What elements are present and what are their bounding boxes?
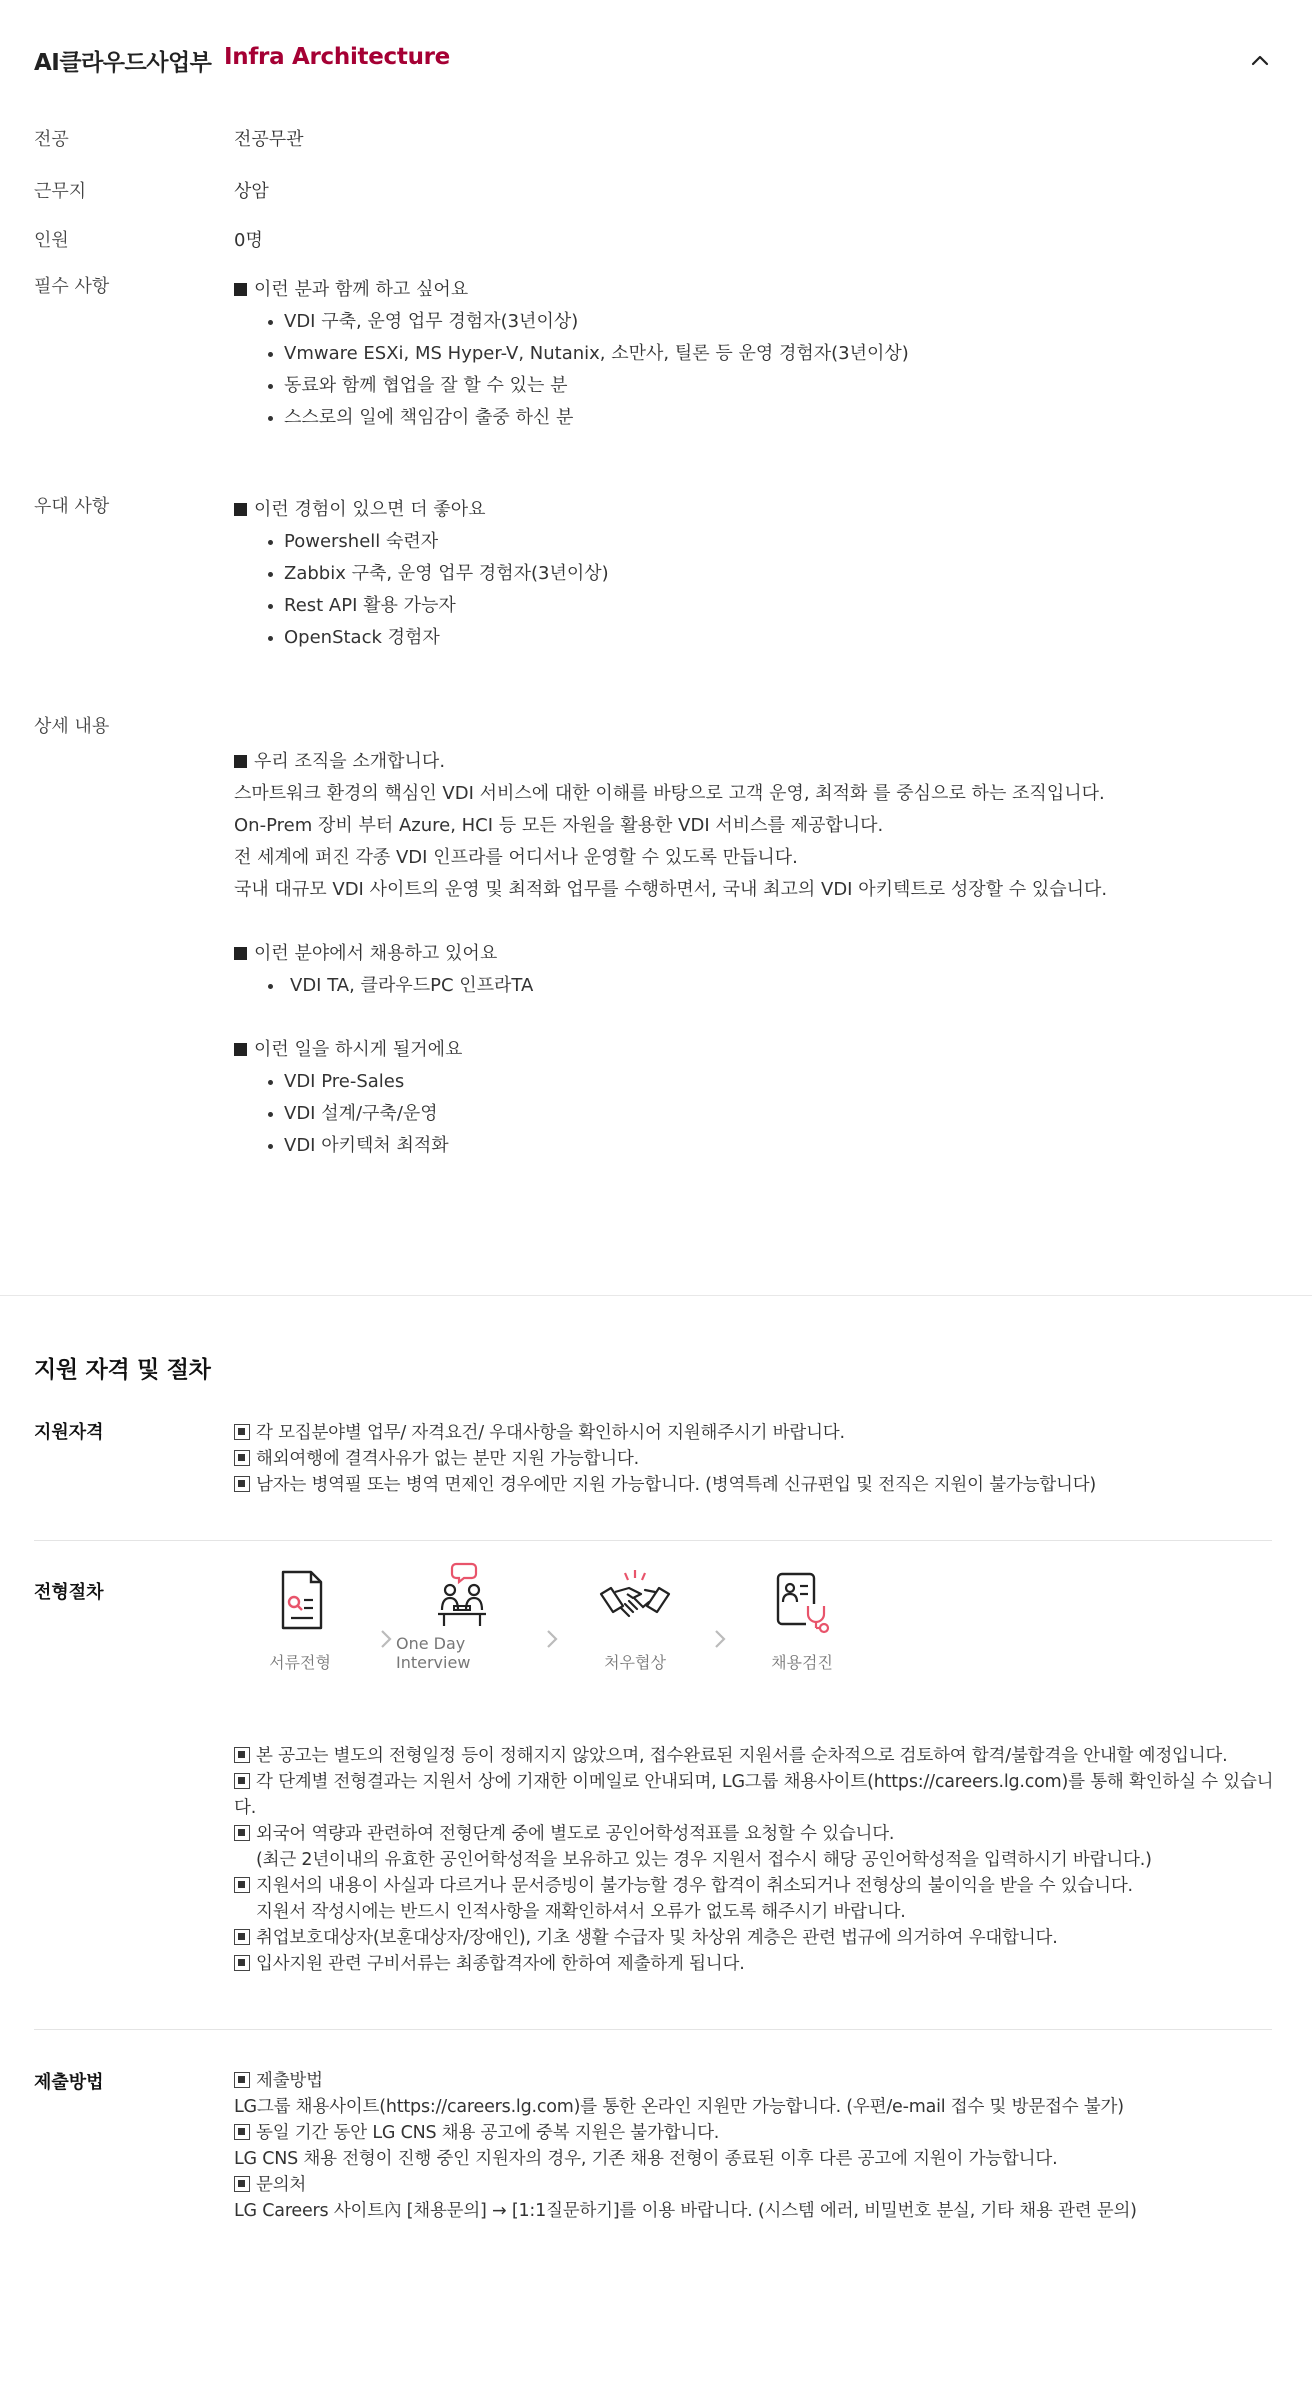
- note-line: 본 공고는 별도의 전형일정 등이 정해지지 않았으며, 접수완료된 지원서를 순차적으로 검토하여 합격/불합격을 안내할 예정입니다.: [234, 1743, 1274, 1769]
- note-line: 입사지원 관련 구비서류는 최종합격자에 한하여 제출하게 됩니다.: [234, 1951, 1274, 1977]
- step-document-review: [240, 1564, 360, 1673]
- details-block: [234, 746, 1284, 1162]
- preferred-heading: 이런 경험이 있으면 더 좋아요: [234, 494, 1284, 526]
- list-item: Vmware ESXi, MS Hyper-V, Nutanix, 소만사, 틸론 등 운영 경험자(3년이상): [268, 338, 1284, 370]
- note-line: 지원서의 내용이 사실과 다르거나 문서증빙이 불가능할 경우 합격이 취소되거나 전형상의 불이익을 받을 수 있습니다.: [234, 1873, 1274, 1899]
- chevron-up-icon: [1242, 44, 1278, 76]
- step-label: 채용검진: [771, 1653, 833, 1672]
- checkbox-bullet-icon: [234, 1773, 250, 1789]
- note-line: 해외여행에 결격사유가 없는 분만 지원 가능합니다.: [234, 1446, 1274, 1472]
- checkbox-bullet-icon: [234, 1929, 250, 1945]
- details-label: 상세 내용: [34, 716, 110, 737]
- chevron-right-icon: [712, 1626, 728, 1652]
- checkbox-bullet-icon: [234, 2072, 250, 2088]
- submission-label: 제출방법: [34, 2072, 104, 2093]
- checkbox-bullet-icon: [234, 1476, 250, 1492]
- chevron-right-icon: [544, 1626, 560, 1652]
- checkbox-bullet-icon: [234, 1955, 250, 1971]
- org-line: 스마트워크 환경의 핵심인 VDI 서비스에 대한 이해를 바탕으로 고객 운영, 최적화 를 중심으로 하는 조직입니다.: [234, 783, 1105, 804]
- note-line: LG CNS 채용 전형이 진행 중인 지원자의 경우, 기존 채용 전형이 종료된 이후 다른 공고에 지원이 가능합니다.: [234, 2149, 1058, 2169]
- org-line: On-Prem 장비 부터 Azure, HCI 등 모든 자원을 활용한 VDI 서비스를 제공합니다.: [234, 815, 884, 836]
- list-item: 동료와 함께 협업을 잘 할 수 있는 분: [268, 370, 1284, 402]
- org-heading: 우리 조직을 소개합니다.: [234, 746, 1284, 778]
- list-item: VDI 구축, 운영 업무 경험자(3년이상): [268, 306, 1284, 338]
- submission-notes: [234, 2068, 1274, 2224]
- checkbox-bullet-icon: [234, 2176, 250, 2192]
- list-item: OpenStack 경험자: [268, 622, 1284, 654]
- org-line: 국내 대규모 VDI 사이트의 운영 및 최적화 업무를 수행하면서, 국내 최고의 VDI 아키텍트로 성장할 수 있습니다.: [234, 879, 1108, 900]
- preferred-block: [234, 494, 1284, 654]
- field-value: 전공무관: [234, 129, 304, 150]
- work-list: [268, 1066, 1284, 1162]
- list-item: VDI 아키텍처 최적화: [268, 1130, 1284, 1162]
- note-line: LG Careers 사이트內 [채용문의] → [1:1질문하기]를 이용 바랍니다. (시스템 에러, 비밀번호 분실, 기타 채용 관련 문의): [234, 2201, 1137, 2221]
- checkbox-bullet-icon: [234, 1747, 250, 1763]
- apply-section-title: 지원 자격 및 절차: [34, 1357, 211, 1383]
- note-line: 외국어 역량과 관련하여 전형단계 중에 별도로 공인어학성적표를 요청할 수 있습니다.: [234, 1821, 1274, 1847]
- preferred-list: [268, 526, 1284, 654]
- job-title: Infra Architecture: [224, 44, 450, 70]
- department-name: AI클라우드사업부: [34, 50, 212, 76]
- field-label: 근무지: [34, 181, 87, 202]
- list-item: VDI TA, 클라우드PC 인프라TA: [268, 970, 1284, 1002]
- field-value: 0명: [234, 230, 263, 251]
- step-label: One Day Interview: [396, 1634, 471, 1672]
- step-one-day-interview: [396, 1560, 516, 1672]
- interview-icon: [426, 1560, 496, 1632]
- step-label: 처우협상: [604, 1653, 666, 1672]
- note-line: 각 단계별 전형결과는 지원서 상에 기재한 이메일로 안내되며, LG그룹 채용사이트(https://careers.lg.com)를 통해 확인하실 수 있습니다.: [234, 1772, 1274, 1818]
- checkbox-bullet-icon: [234, 1424, 250, 1440]
- note-line: 동일 기간 동안 LG CNS 채용 공고에 중복 지원은 불가합니다.: [234, 2120, 1274, 2146]
- list-item: VDI Pre-Sales: [268, 1066, 1284, 1098]
- step-negotiation: [575, 1564, 695, 1673]
- list-item: Powershell 숙련자: [268, 526, 1284, 558]
- process-notes: [234, 1743, 1274, 1977]
- note-line: 각 모집분야별 업무/ 자격요건/ 우대사항을 확인하시어 지원해주시기 바랍니다.: [234, 1420, 1274, 1446]
- document-icon: [265, 1564, 335, 1636]
- checkbox-bullet-icon: [234, 2124, 250, 2140]
- note-line: 지원서 작성시에는 반드시 인적사항을 재확인하셔서 오류가 없도록 해주시기 바랍니다.: [256, 1902, 906, 1922]
- divider: [34, 2029, 1272, 2030]
- handshake-icon: [595, 1564, 675, 1636]
- org-line: 전 세계에 퍼진 각종 VDI 인프라를 어디서나 운영할 수 있도록 만듭니다.: [234, 847, 798, 868]
- collapse-button[interactable]: [1242, 44, 1278, 76]
- required-heading: 이런 분과 함께 하고 싶어요: [234, 274, 1284, 306]
- step-label: 서류전형: [269, 1653, 331, 1672]
- qualification-label: 지원자격: [34, 1422, 104, 1443]
- list-item: 스스로의 일에 책임감이 출중 하신 분: [268, 402, 1284, 434]
- job-header: [34, 44, 1278, 76]
- required-label: 필수 사항: [34, 276, 110, 297]
- process-label: 전형절차: [34, 1582, 104, 1603]
- checkbox-bullet-icon: [234, 1450, 250, 1466]
- medical-check-icon: [766, 1564, 838, 1636]
- qualification-notes: [234, 1420, 1274, 1498]
- step-medical-check: [742, 1564, 862, 1673]
- field-list: [268, 970, 1284, 1002]
- note-line: 취업보호대상자(보훈대상자/장애인), 기초 생활 수급자 및 차상위 계층은 관련 법규에 의거하여 우대합니다.: [234, 1925, 1274, 1951]
- work-heading: 이런 일을 하시게 될거에요: [234, 1034, 1284, 1066]
- list-item: Zabbix 구축, 운영 업무 경험자(3년이상): [268, 558, 1284, 590]
- preferred-label: 우대 사항: [34, 496, 110, 517]
- chevron-right-icon: [378, 1626, 394, 1652]
- required-block: [234, 274, 1284, 434]
- list-item: VDI 설계/구축/운영: [268, 1098, 1284, 1130]
- field-heading: 이런 분야에서 채용하고 있어요: [234, 938, 1284, 970]
- field-label: 인원: [34, 230, 69, 251]
- note-line: 제출방법: [234, 2068, 1274, 2094]
- required-list: [268, 306, 1284, 434]
- checkbox-bullet-icon: [234, 1825, 250, 1841]
- field-value: 상암: [234, 181, 269, 202]
- section-divider: [0, 1295, 1312, 1296]
- note-line: (최근 2년이내의 유효한 공인어학성적을 보유하고 있는 경우 지원서 접수시 해당 공인어학성적을 입력하시기 바랍니다.): [256, 1850, 1152, 1870]
- list-item: Rest API 활용 가능자: [268, 590, 1284, 622]
- note-line: LG그룹 채용사이트(https://careers.lg.com)를 통한 온라인 지원만 가능합니다. (우편/e-mail 접수 및 방문접수 불가): [234, 2097, 1124, 2117]
- divider: [34, 1540, 1272, 1541]
- checkbox-bullet-icon: [234, 1877, 250, 1893]
- field-label: 전공: [34, 129, 69, 150]
- note-line: 남자는 병역필 또는 병역 면제인 경우에만 지원 가능합니다. (병역특례 신규편입 및 전직은 지원이 불가능합니다): [234, 1472, 1274, 1498]
- note-line: 문의처: [234, 2172, 1274, 2198]
